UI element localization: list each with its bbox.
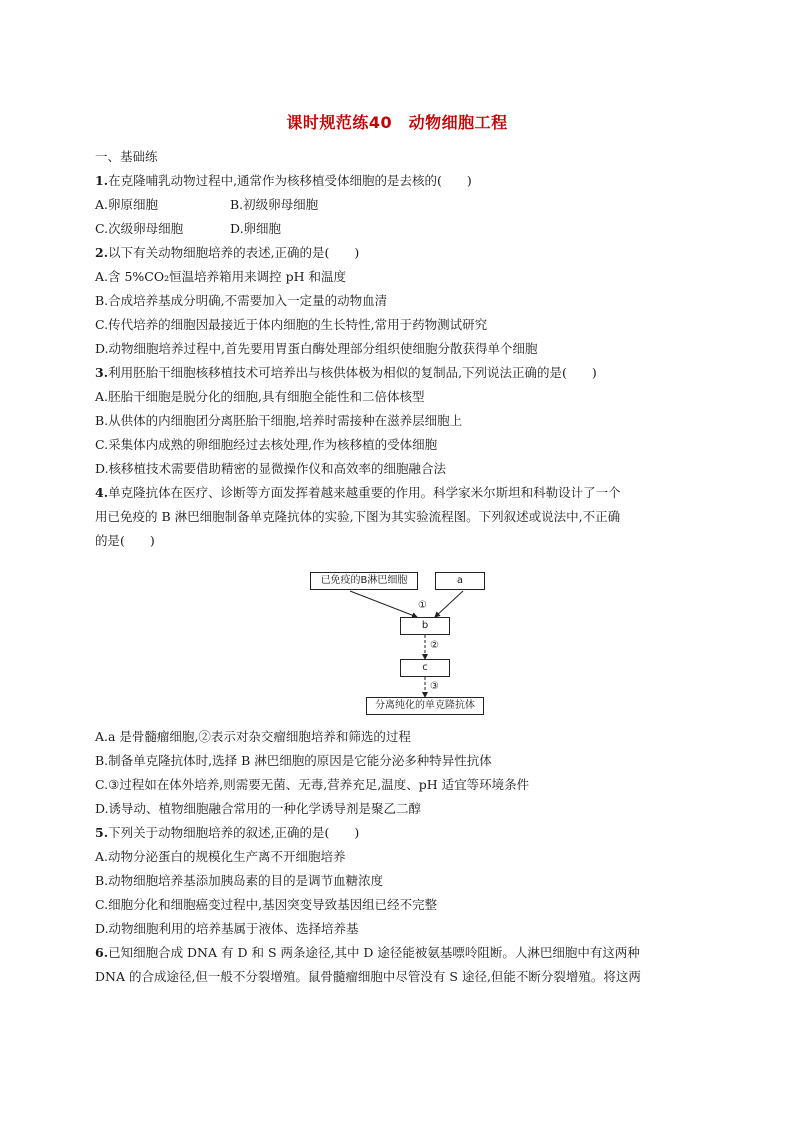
section-heading: 一、基础练 bbox=[95, 149, 158, 164]
question-5 bbox=[95, 821, 695, 845]
question-number: 1. bbox=[95, 173, 109, 188]
box-c: c bbox=[400, 659, 450, 677]
option-a: A.含 5%CO₂恒温培养箱用来调控 pH 和温度 bbox=[95, 269, 346, 284]
option-d: D.动物细胞利用的培养基属于液体、选择培养基 bbox=[95, 921, 359, 936]
option-d: D.诱导动、植物细胞融合常用的一种化学诱导剂是聚乙二醇 bbox=[95, 801, 422, 816]
question-2 bbox=[95, 241, 695, 265]
question-number: 4. bbox=[95, 485, 109, 500]
option-a: A.a 是骨髓瘤细胞,②表示对杂交瘤细胞培养和筛选的过程 bbox=[95, 729, 411, 744]
box-a: a bbox=[435, 572, 485, 590]
option-d: D.卵细胞 bbox=[230, 221, 282, 236]
option-a: A.动物分泌蛋白的规模化生产离不开细胞培养 bbox=[95, 849, 346, 864]
question-3 bbox=[95, 361, 695, 385]
option-b: B.初级卵母细胞 bbox=[230, 197, 319, 212]
question-stem: 已知细胞合成 DNA 有 D 和 S 两条途径,其中 D 途径能被氨基嘌呤阻断。人淋巴细胞中有这两种 bbox=[108, 945, 640, 960]
question-stem: 利用胚胎干细胞核移植技术可培养出与核供体极为相似的复制品,下列说法正确的是( ) bbox=[108, 365, 597, 380]
option-b: B.动物细胞培养基添加胰岛素的目的是调节血糖浓度 bbox=[95, 873, 384, 888]
page-title: 课时规范练40 动物细胞工程 bbox=[286, 113, 508, 132]
question-stem: 单克隆抗体在医疗、诊断等方面发挥着越来越重要的作用。科学家米尔斯坦和科勒设计了一个 bbox=[108, 485, 621, 500]
option-b: B.从供体的内细胞团分离胚胎干细胞,培养时需接种在滋养层细胞上 bbox=[95, 413, 463, 428]
question-4 bbox=[95, 481, 695, 505]
question-stem: 下列关于动物细胞培养的叙述,正确的是( ) bbox=[108, 825, 360, 840]
option-b: B.合成培养基成分明确,不需要加入一定量的动物血清 bbox=[95, 293, 388, 308]
option-c: C.采集体内成熟的卵细胞经过去核处理,作为核移植的受体细胞 bbox=[95, 437, 438, 452]
option-c: C.③过程如在体外培养,则需要无菌、无毒,营养充足,温度、pH 适宜等环境条件 bbox=[95, 777, 530, 792]
question-stem: 在克隆哺乳动物过程中,通常作为核移植受体细胞的是去核的( ) bbox=[108, 173, 472, 188]
box-immunized-b-cell: 已免疫的B淋巴细胞 bbox=[310, 572, 418, 590]
question-number: 5. bbox=[95, 825, 109, 840]
question-stem-continued: DNA 的合成途径,但一般不分裂增殖。鼠骨髓瘤细胞中尽管没有 S 途径,但能不断分裂增殖。将这两 bbox=[95, 969, 641, 984]
question-stem-continued: 的是( ) bbox=[95, 533, 155, 548]
arrow-line bbox=[435, 591, 463, 617]
box-purified-antibody: 分离纯化的单克隆抗体 bbox=[366, 697, 484, 715]
step-label: ③ bbox=[430, 681, 439, 692]
box-b: b bbox=[400, 617, 450, 635]
question-stem-continued: 用已免疫的 B 淋巴细胞制备单克隆抗体的实验,下图为其实验流程图。下列叙述或说法中,不正确 bbox=[95, 509, 621, 524]
option-c: C.次级卵母细胞 bbox=[95, 221, 184, 236]
option-d: D.核移植技术需要借助精密的显微操作仪和高效率的细胞融合法 bbox=[95, 461, 447, 476]
option-c: C.细胞分化和细胞癌变过程中,基因突变导致基因组已经不完整 bbox=[95, 897, 438, 912]
question-stem: 以下有关动物细胞培养的表述,正确的是( ) bbox=[108, 245, 360, 260]
flow-diagram bbox=[95, 567, 695, 717]
arrow-line bbox=[350, 591, 417, 617]
question-1 bbox=[95, 169, 695, 193]
question-number: 3. bbox=[95, 365, 109, 380]
step-label: ① bbox=[418, 600, 427, 611]
step-label: ② bbox=[430, 640, 439, 651]
question-number: 2. bbox=[95, 245, 109, 260]
option-d: D.动物细胞培养过程中,首先要用胃蛋白酶处理部分组织使细胞分散获得单个细胞 bbox=[95, 341, 538, 356]
option-row bbox=[95, 193, 695, 217]
option-c: C.传代培养的细胞因最接近于体内细胞的生长特性,常用于药物测试研究 bbox=[95, 317, 488, 332]
question-number: 6. bbox=[95, 945, 109, 960]
option-a: A.卵原细胞 bbox=[95, 197, 159, 212]
question-6 bbox=[95, 941, 695, 965]
exercise-body bbox=[95, 145, 695, 989]
option-row bbox=[95, 217, 695, 241]
option-a: A.胚胎干细胞是脱分化的细胞,具有细胞全能性和二倍体核型 bbox=[95, 389, 425, 404]
option-b: B.制备单克隆抗体时,选择 B 淋巴细胞的原因是它能分泌多种特异性抗体 bbox=[95, 753, 492, 768]
